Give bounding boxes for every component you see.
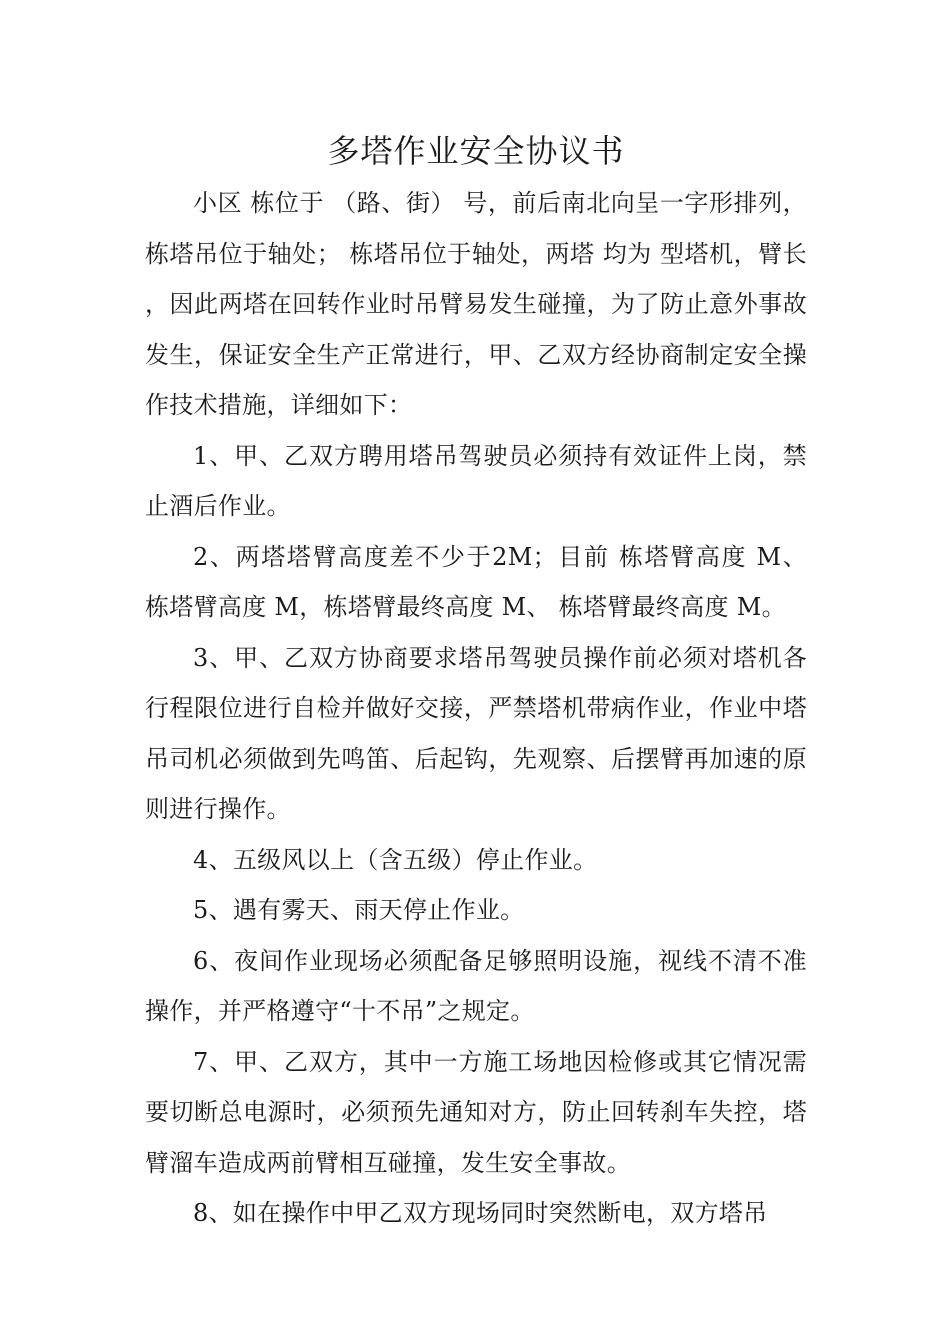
document-page [145, 128, 807, 1239]
paragraph-item-2: 2、两塔塔臂高度差不少于2M；目前 栋塔臂高度 M、 栋塔臂高度 M，栋塔臂最终高度 M、 栋塔臂最终高度 M。 [145, 542, 807, 621]
paragraph-item-7: 7、甲、乙双方，其中一方施工场地因检修或其它情况需要切断总电源时，必须预先通知对方，防止回转刹车失控，塔臂溜车造成两前臂相互碰撞，发生安全事故。 [145, 1047, 807, 1177]
paragraph-item-6: 6、夜间作业现场必须配备足够照明设施，视线不清不准操作，并严格遵守“十不吊”之规定。 [145, 946, 807, 1025]
paragraph-item-4: 4、五级风以上（含五级）停止作业。 [193, 845, 598, 874]
document-body [145, 178, 807, 1239]
paragraph-item-1: 1、甲、乙双方聘用塔吊驾驶员必须持有效证件上岗，禁止酒后作业。 [145, 441, 807, 520]
paragraph-intro: 小区 栋位于 （路、街） 号，前后南北向呈一字形排列， 栋塔吊位于轴处； 栋塔吊位于轴处，两塔 均为 型塔机，臂长 ，因此两塔在回转作业时吊臂易发生碰撞，为了防止意外事故发生，保证安全生产正常进行，甲、乙双方经协商制定安全操作技术措施，详细如下： [145, 189, 807, 419]
paragraph-item-5: 5、遇有雾天、雨天停止作业。 [193, 896, 525, 924]
paragraph-item-8: 8、如在操作中甲乙双方现场同时突然断电，双方塔吊 [193, 1199, 768, 1227]
document-title: 多塔作业安全协议书 [327, 132, 625, 170]
paragraph-item-3: 3、甲、乙双方协商要求塔吊驾驶员操作前必须对塔机各行程限位进行自检并做好交接，严禁塔机带病作业，作业中塔吊司机必须做到先鸣笛、后起钩，先观察、后摆臂再加速的原则进行操作。 [145, 643, 807, 823]
